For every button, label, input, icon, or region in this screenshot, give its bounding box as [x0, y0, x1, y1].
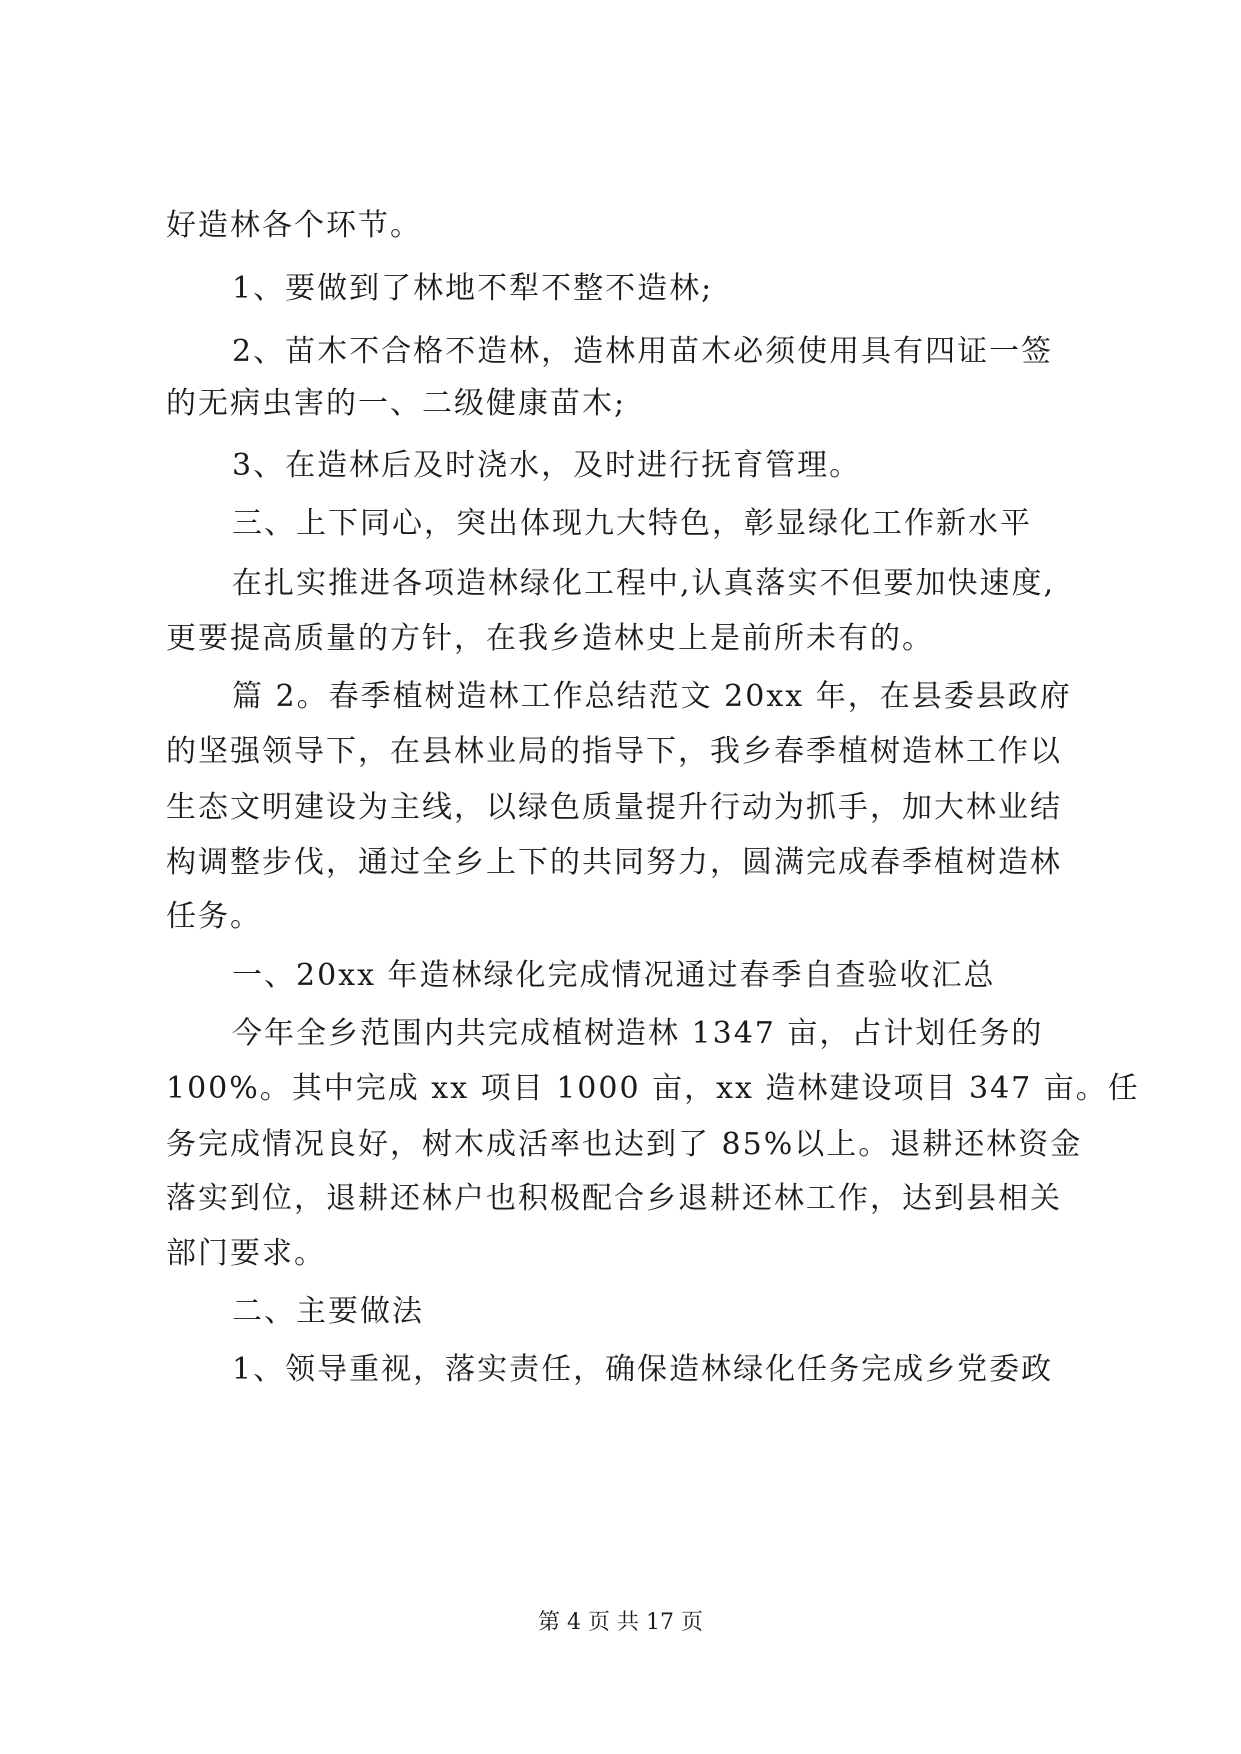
section-heading: 三、上下同心，突出体现九大特色，彰显绿化工作新水平: [232, 506, 1032, 541]
text-line: 在扎实推进各项造林绿化工程中,认真落实不但要加快速度,: [232, 566, 1056, 601]
text-line: 1、领导重视，落实责任，确保造林绿化任务完成乡党委政: [232, 1352, 1054, 1387]
text-line: 的坚强领导下，在县林业局的指导下，我乡春季植树造林工作以: [166, 734, 1062, 769]
section-heading: 二、主要做法: [232, 1294, 424, 1329]
text-line: 构调整步伐，通过全乡上下的共同努力，圆满完成春季植树造林: [166, 845, 1062, 880]
text-line: 篇 2。春季植树造林工作总结范文 20xx 年，在县委县政府: [232, 679, 1072, 714]
text-line: 部门要求。: [166, 1236, 326, 1271]
text-line: 今年全乡范围内共完成植树造林 1347 亩，占计划任务的: [232, 1016, 1044, 1051]
text-line: 3、在造林后及时浇水，及时进行抚育管理。: [232, 448, 862, 483]
text-line: 好造林各个环节。: [166, 208, 422, 243]
text-line: 1、要做到了林地不犁不整不造林;: [232, 271, 714, 306]
text-line: 落实到位，退耕还林户也积极配合乡退耕还林工作，达到县相关: [166, 1181, 1062, 1216]
text-line: 2、苗木不合格不造林，造林用苗木必须使用具有四证一签: [232, 334, 1054, 369]
section-heading: 一、20xx 年造林绿化完成情况通过春季自查验收汇总: [232, 958, 996, 993]
page-footer: 第 4 页 共 17 页: [538, 1610, 703, 1635]
text-line: 生态文明建设为主线，以绿色质量提升行动为抓手，加大林业结: [166, 790, 1062, 825]
text-line: 务完成情况良好，树木成活率也达到了 85%以上。退耕还林资金: [166, 1127, 1083, 1162]
text-line: 更要提高质量的方针，在我乡造林史上是前所未有的。: [166, 621, 934, 656]
text-line: 任务。: [166, 899, 262, 934]
text-line: 100%。其中完成 xx 项目 1000 亩，xx 造林建设项目 347 亩。任: [166, 1071, 1140, 1106]
text-line: 的无病虫害的一、二级健康苗木;: [166, 386, 627, 421]
